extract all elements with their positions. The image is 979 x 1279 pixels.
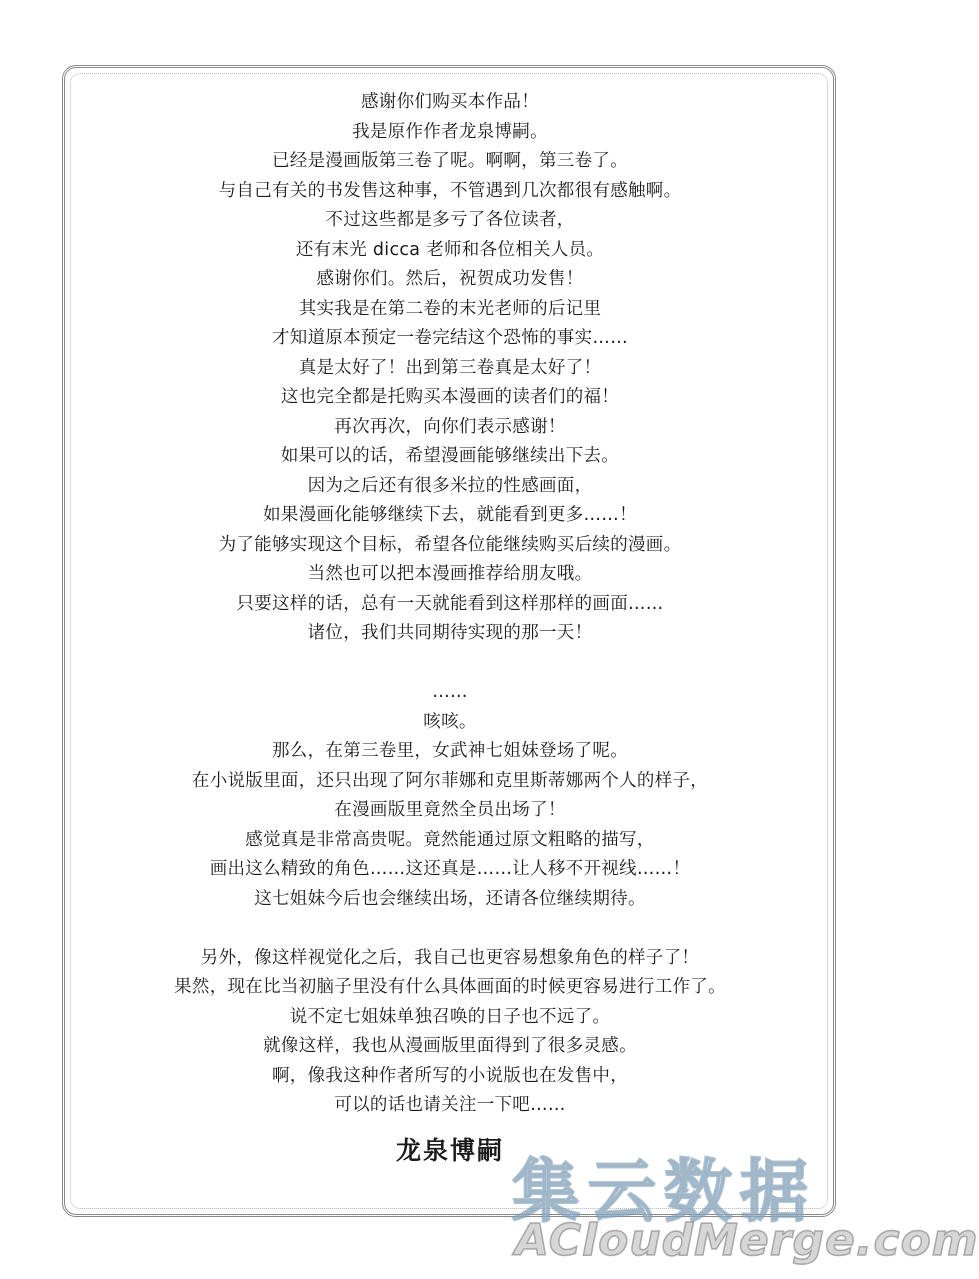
paragraph-gap [80, 914, 820, 944]
watermark-english: ACloudMerge.com [515, 1215, 979, 1266]
afterword-text [80, 88, 820, 1171]
afterword-block-3 [80, 944, 820, 1121]
text-line: 就像这样，我也从漫画版里面得到了很多灵感。 [263, 1036, 637, 1056]
text-line: 再次再次，向你们表示感谢！ [334, 416, 566, 437]
text-line: 当然也可以把本漫画推荐给朋友哦。 [307, 564, 593, 584]
text-line: 说不定七姐妹单独召唤的日子也不远了。 [289, 1006, 611, 1027]
text-line: 这七姐妹今后也会继续出场，还请各位继续期待。 [254, 888, 646, 909]
text-line: 感觉真是非常高贵呢。竟然能通过原文粗略的描写， [245, 829, 655, 850]
text-line: 还有末光 dicca 老师和各位相关人员。 [295, 239, 605, 260]
text-line: 感谢你们。然后，祝贺成功发售！ [316, 269, 584, 289]
text-line: 诸位，我们共同期待实现的那一天！ [307, 623, 593, 643]
text-line: 可以的话也请关注一下吧…… [334, 1095, 566, 1115]
text-line: 画出这么精致的角色……这还真是……让人移不开视线……！ [209, 859, 691, 879]
text-line: 如果可以的话，希望漫画能够继续出下去。 [280, 446, 620, 466]
text-line: 才知道原本预定一卷完结这个恐怖的事实…… [272, 328, 628, 348]
text-line: 啊，像我这种作者所写的小说版也在发售中， [272, 1065, 628, 1086]
text-line: …… [432, 682, 468, 702]
author-signature: 龙泉博嗣 [395, 1135, 504, 1165]
text-line: 在漫画版里竟然全员出场了！ [334, 800, 566, 820]
text-line: 如果漫画化能够继续下去，就能看到更多……！ [263, 505, 637, 525]
text-line: 这也完全都是托购买本漫画的读者们的福！ [280, 387, 620, 407]
text-line: 那么，在第三卷里，女武神七姐妹登场了呢。 [272, 741, 628, 761]
text-line: 其实我是在第二卷的末光老师的后记里 [298, 298, 602, 319]
text-line: 我是原作作者龙泉博嗣。 [352, 121, 548, 142]
text-line: 与自己有关的书发售这种事，不管遇到几次都很有感触啊。 [218, 180, 682, 201]
text-line: 果然，现在比当初脑子里没有什么具体画面的时候更容易进行工作了。 [174, 977, 726, 997]
text-line: 已经是漫画版第三卷了呢。啊啊，第三卷了。 [272, 151, 628, 171]
text-line: 为了能够实现这个目标，希望各位能继续购买后续的漫画。 [218, 534, 682, 555]
text-line: 咳咳。 [423, 711, 477, 732]
text-line: 因为之后还有很多米拉的性感画面， [307, 475, 593, 496]
text-line: 不过这些都是多亏了各位读者， [325, 210, 575, 230]
paragraph-gap [80, 649, 820, 679]
text-line: 在小说版里面，还只出现了阿尔菲娜和克里斯蒂娜两个人的样子， [191, 770, 709, 791]
text-line: 感谢你们购买本作品！ [361, 92, 539, 112]
text-line: 只要这样的话，总有一天就能看到这样那样的画面…… [236, 593, 664, 614]
watermark-chinese: 集云数据 [512, 1153, 817, 1232]
text-line: 另外，像这样视觉化之后，我自己也更容易想象角色的样子了！ [200, 947, 700, 968]
afterword-block-1 [80, 88, 820, 649]
text-line: 真是太好了！出到第三卷真是太好了！ [298, 357, 602, 378]
afterword-block-2 [80, 678, 820, 914]
